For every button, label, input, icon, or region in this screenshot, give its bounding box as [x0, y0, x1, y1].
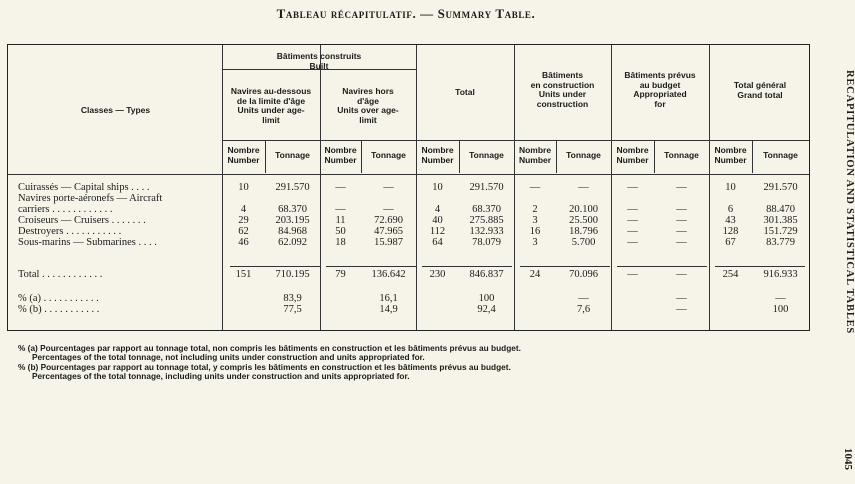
table-row: [8, 215, 811, 226]
cell-tonnage: 14,9: [379, 304, 398, 315]
cell-tonnage: 88.470: [766, 204, 795, 215]
row-label: Croiseurs — Cruisers . . . . . . .: [18, 215, 146, 226]
header-line: au budget: [639, 79, 681, 90]
subheader-line: Nombre: [518, 145, 552, 155]
cell-tonnage: 291.570: [275, 182, 310, 193]
cell-number: 62: [238, 226, 249, 237]
subheader-line: Number: [616, 154, 649, 165]
subheader-nombre: [416, 146, 459, 165]
header-classes: Classes — Types: [80, 105, 151, 115]
subheader-nombre: [611, 146, 654, 165]
table-row: [8, 269, 811, 280]
footnote-a-fr: % (a) Pourcentages par rapport au tonnage total, non compris les bâtiments en construction et les bâtiments prévus au budget.: [18, 343, 521, 353]
summary-table: [7, 44, 810, 331]
header-line: Bâtiments: [541, 70, 584, 80]
cell-tonnage: —: [676, 182, 687, 193]
cell-tonnage: 275.885: [469, 215, 504, 226]
cell-tonnage: 70.096: [569, 269, 598, 280]
cell-tonnage: 291.570: [469, 182, 504, 193]
cell-number: 29: [238, 215, 249, 226]
cell-tonnage: —: [676, 304, 687, 315]
header-built: [222, 52, 416, 71]
cell-number: 67: [725, 237, 736, 248]
row-label: Sous-marins — Submarines . . . .: [18, 237, 157, 248]
cell-number: 230: [429, 269, 446, 280]
cell-tonnage: 16,1: [379, 293, 398, 304]
cell-number: 16: [529, 226, 541, 237]
sum-rule: [715, 266, 805, 267]
row-label: Cuirassés — Capital ships . . . .: [18, 182, 150, 193]
cell-tonnage: 72.690: [374, 215, 403, 226]
cell-number: 112: [429, 226, 446, 237]
cell-number: 11: [335, 215, 346, 226]
cell-number: 43: [725, 215, 736, 226]
subheader-line: Nombre: [616, 145, 649, 155]
cell-number: 254: [722, 269, 739, 280]
sum-rule: [617, 266, 707, 267]
cell-tonnage: 846.837: [469, 269, 504, 280]
header-line: Bâtiments prévus: [624, 70, 696, 80]
header-rule: [222, 140, 809, 141]
cell-number: 2: [532, 204, 538, 215]
cell-tonnage: —: [578, 293, 589, 304]
cell-number: —: [627, 269, 638, 280]
header-built-fr: Bâtiments construits: [276, 51, 362, 61]
subheader-nombre: [709, 146, 752, 165]
header-grand-total: [709, 81, 811, 100]
cell-number: 3: [532, 215, 538, 226]
cell-number: 3: [532, 237, 538, 248]
header-under-age: [222, 87, 320, 125]
cell-number: —: [627, 237, 638, 248]
header-line: d'âge: [357, 95, 379, 106]
cell-tonnage: 916.933: [763, 269, 798, 280]
header-over-age: [320, 87, 416, 125]
row-label: carriers . . . . . . . . . . . .: [18, 204, 113, 215]
cell-number: —: [627, 215, 638, 226]
table-row: [8, 182, 811, 193]
subheader-line: Number: [518, 154, 552, 165]
header-line: en construction: [530, 79, 595, 90]
cell-number: 4: [240, 204, 247, 215]
cell-number: 6: [727, 204, 734, 215]
cell-number: —: [627, 204, 638, 215]
sum-rule: [422, 266, 512, 267]
header-line: Units under age-: [237, 105, 305, 115]
subheader-tonnage: Tonnage: [469, 150, 504, 160]
cell-tonnage: 68.370: [472, 204, 501, 215]
cell-number: 40: [432, 215, 443, 226]
cell-tonnage: —: [676, 215, 687, 226]
cell-tonnage: 47.965: [374, 226, 403, 237]
subheader-line: Nombre: [421, 145, 454, 155]
cell-number: —: [627, 226, 638, 237]
subheader-nombre: [320, 146, 361, 165]
cell-tonnage: 7,6: [576, 304, 591, 315]
cell-tonnage: 136.642: [371, 269, 406, 280]
row-label: % (b) . . . . . . . . . . .: [18, 304, 100, 315]
cell-tonnage: —: [383, 204, 394, 215]
cell-number: 50: [335, 226, 346, 237]
cell-tonnage: 301.385: [763, 215, 798, 226]
cell-tonnage: 100: [478, 293, 495, 304]
cell-tonnage: 132.933: [469, 226, 504, 237]
cell-number: —: [335, 204, 346, 215]
header-line: Units under: [538, 89, 587, 99]
footnote-a-en: Percentages of the total tonnage, not including units under construction and units appropriated for.: [32, 352, 425, 363]
header-line: Total général: [733, 80, 787, 90]
table-row: [8, 193, 811, 204]
cell-tonnage: 20.100: [569, 204, 598, 215]
header-line: Navires hors: [342, 86, 394, 96]
sum-rule: [326, 266, 416, 267]
row-label: Destroyers . . . . . . . . . . .: [18, 226, 122, 237]
subheader-line: Nombre: [227, 145, 260, 155]
cell-tonnage: 83,9: [283, 293, 302, 304]
cell-number: 151: [235, 269, 252, 280]
subheader-tonnage: Tonnage: [275, 150, 310, 160]
subheader-tonnage: Tonnage: [664, 150, 699, 160]
subheader-tonnage: Tonnage: [371, 150, 406, 160]
cell-tonnage: 77,5: [283, 304, 302, 315]
cell-tonnage: —: [676, 237, 687, 248]
cell-tonnage: —: [578, 182, 589, 193]
cell-number: 24: [529, 269, 541, 280]
subheader-tonnage: Tonnage: [763, 150, 798, 160]
cell-tonnage: —: [383, 182, 394, 193]
header-line: limit: [262, 114, 280, 125]
cell-tonnage: 62.092: [278, 237, 307, 248]
cell-tonnage: 203.195: [275, 215, 310, 226]
header-line: for: [654, 98, 666, 109]
side-label: RECAPITULATION AND STATISTICAL TABLES: [844, 70, 855, 335]
row-label: Navires porte-aéronefs — Aircraft: [18, 193, 163, 204]
table-row-continuation: [8, 204, 811, 215]
cell-number: 10: [432, 182, 443, 193]
subheader-line: Number: [421, 154, 454, 165]
page-title: Tableau récapitulatif. — Summary Table.: [276, 6, 536, 21]
subheader-line: Number: [227, 154, 260, 165]
table-row: [8, 304, 811, 315]
row-label: Total . . . . . . . . . . . .: [18, 269, 103, 280]
header-line: limit: [359, 114, 377, 125]
cell-number: 10: [238, 182, 249, 193]
row-label: % (a) . . . . . . . . . . .: [18, 293, 99, 304]
page-number: 1045: [842, 448, 854, 470]
footnotes: [18, 344, 738, 382]
subheader-tonnage: Tonnage: [566, 150, 601, 160]
header-line: Grand total: [737, 89, 783, 100]
cell-number: 64: [432, 237, 443, 248]
sum-rule: [230, 266, 320, 267]
cell-tonnage: —: [775, 293, 786, 304]
cell-number: —: [335, 182, 346, 193]
header-line: construction: [536, 98, 589, 109]
table-row: [8, 226, 811, 237]
header-line: Navires au-dessous: [230, 86, 312, 96]
header-line: Units over age-: [337, 105, 399, 115]
cell-tonnage: 100: [772, 304, 789, 315]
cell-tonnage: 151.729: [763, 226, 798, 237]
header-rule: [8, 174, 809, 175]
cell-number: 18: [335, 237, 346, 248]
table-row: [8, 293, 811, 304]
cell-tonnage: —: [676, 226, 687, 237]
cell-number: 79: [335, 269, 346, 280]
cell-tonnage: 78.079: [472, 237, 501, 248]
table-row: [8, 237, 811, 248]
cell-tonnage: 15.987: [374, 237, 403, 248]
cell-tonnage: —: [676, 293, 687, 304]
cell-tonnage: 68.370: [278, 204, 307, 215]
cell-number: 46: [238, 237, 249, 248]
cell-number: 4: [434, 204, 441, 215]
cell-tonnage: 291.570: [763, 182, 798, 193]
header-total: Total: [455, 87, 475, 97]
subheader-line: Number: [324, 154, 357, 165]
cell-tonnage: 92,4: [477, 304, 496, 315]
footnote-b-fr: % (b) Pourcentages par rapport au tonnage total, y compris les bâtiments en construction et les bâtiments prévus au budget.: [18, 361, 511, 372]
subheader-line: Nombre: [714, 145, 747, 155]
cell-number: 10: [725, 182, 736, 193]
cell-tonnage: 710.195: [275, 269, 310, 280]
header-built-en: Built: [309, 60, 329, 71]
cell-number: 128: [722, 226, 739, 237]
header-budget: [611, 71, 709, 109]
cell-tonnage: —: [676, 204, 687, 215]
subheader-nombre: [222, 146, 265, 165]
cell-tonnage: 83.779: [766, 237, 795, 248]
subheader-line: Nombre: [324, 145, 357, 155]
header-line: Appropriated: [633, 89, 687, 99]
header-construction: [514, 71, 611, 109]
cell-tonnage: 18.796: [569, 226, 598, 237]
cell-tonnage: 5.700: [571, 237, 596, 248]
subheader-nombre: [514, 146, 556, 165]
footnote-b-en: Percentages of the total tonnage, including units under construction and units appropriated for.: [32, 371, 410, 382]
cell-tonnage: 25.500: [569, 215, 598, 226]
subheader-line: Number: [714, 154, 747, 165]
cell-tonnage: —: [676, 269, 687, 280]
header-line: de la limite d'âge: [236, 95, 306, 106]
cell-number: —: [627, 182, 638, 193]
cell-tonnage: 84.968: [278, 226, 307, 237]
sum-rule: [520, 266, 610, 267]
cell-number: —: [529, 182, 541, 193]
